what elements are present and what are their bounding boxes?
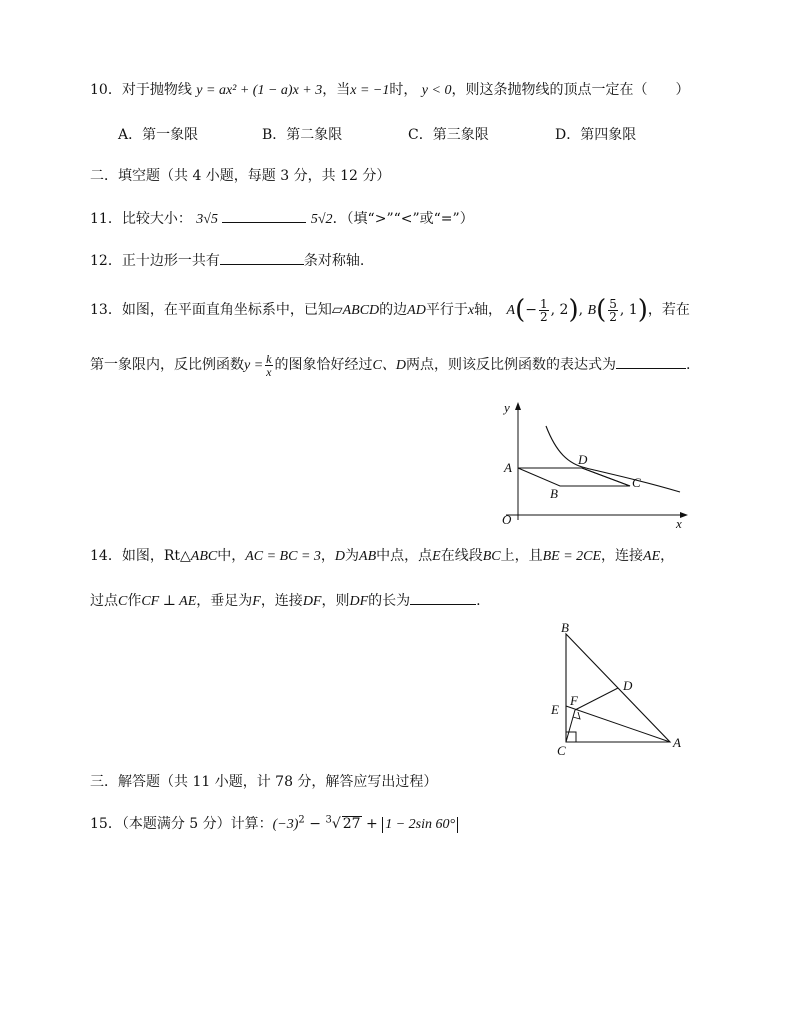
label-f: F — [570, 693, 578, 708]
q10-condition-x: x = −1 — [350, 83, 390, 98]
label-d: D — [578, 452, 588, 467]
q11-text-a: 比较大小： — [121, 211, 192, 227]
q10-text-c: 时， — [389, 82, 418, 98]
q13-shape: ABCD — [342, 303, 380, 318]
q15-expr-base: (−3) — [272, 817, 299, 832]
q14-point-d: D — [334, 549, 346, 564]
segment-df — [575, 688, 618, 710]
label-e: E — [551, 702, 559, 717]
paren-close: ) — [637, 295, 648, 325]
q10-choice-d: D．第四象限 — [555, 127, 637, 143]
label-c: C — [632, 475, 641, 490]
q13-text-b: 的边 — [379, 302, 408, 318]
q14-line2-b: 作 — [127, 593, 142, 609]
q14-seg-df-2: DF — [349, 594, 369, 609]
q14-text-e: 中点，点 — [376, 548, 433, 564]
q12-answer-blank — [220, 250, 304, 265]
q14-text-g: 上，且 — [500, 548, 543, 564]
q15-exponent: 2 — [298, 814, 305, 826]
q13-line-2: 第一象限内，反比例函数y = $\frac{k}{x}$ 的图象恰好经过C、D两点，则该反比例函数的表达式为 . — [90, 351, 691, 379]
q13-number: 13． — [90, 302, 122, 318]
q12-line — [90, 250, 364, 271]
q10-text-b: ，当 — [322, 82, 351, 98]
q14-point-c: C — [118, 594, 128, 609]
q13-line-1: 13．如图，在平面直角坐标系中，已知▱ABCD的边AD平行于x轴， A(− $\frac{1}{2}$ , 2), B( $\frac{5}{2}$ , 1)，若在 — [90, 295, 690, 325]
q13-point-a: A — [506, 303, 516, 318]
q10-text-d: ，则这条抛物线的顶点一定在（ ） — [451, 82, 690, 98]
q13-point-b-y: 1 — [628, 302, 638, 318]
q14-text-f: 在线段 — [440, 548, 483, 564]
q15-number: 15． — [90, 816, 122, 832]
q13-line2-b: 的图象恰好经过 — [274, 357, 373, 373]
q14-line2-d: ，连接 — [260, 593, 303, 609]
q13-line2-a: 第一象限内，反比例函数 — [90, 357, 244, 373]
q11-number: 11． — [90, 211, 122, 227]
q13-point-b-x-fraction — [608, 298, 618, 323]
q11-answer-blank — [222, 208, 306, 223]
fraction-denominator: x — [266, 364, 272, 379]
label-a: A — [673, 735, 681, 750]
q14-point-e: E — [432, 549, 441, 564]
paren-open: ( — [515, 295, 526, 325]
q15-text-a: （本题满分 5 分）计算： — [121, 816, 273, 832]
q15-plus: + — [361, 816, 383, 832]
q14-text-c: ， — [320, 548, 335, 564]
q14-eq1: AC = BC = 3 — [245, 549, 321, 564]
q14-seg-df: DF — [302, 594, 322, 609]
q14-perp: CF ⊥ AE — [141, 594, 197, 609]
q11-line — [90, 208, 474, 230]
y-axis-arrow — [515, 402, 521, 410]
q14-figure — [545, 618, 695, 758]
label-a: A — [504, 460, 512, 475]
segment-cf — [566, 710, 575, 742]
q14-line-2: 过点C作CF ⊥ AE，垂足为F，连接DF，则DF的长为 . — [90, 590, 481, 612]
q14-point-f: F — [252, 594, 261, 609]
q10-choice-a: A．第一象限 — [118, 127, 199, 143]
q15-line: 15．（本题满分 5 分）计算：$(-3)^2 - ^3√$ 27 + 1 − 2sin 60° — [90, 814, 458, 835]
q13-function-fraction — [265, 353, 272, 378]
section-3-heading: 三．解答题（共 11 小题，计 78 分，解答应写出过程） — [90, 774, 438, 790]
segment-ae — [566, 706, 670, 742]
q13-point-a-y: 2 — [559, 302, 569, 318]
q13-point-b: B — [587, 303, 597, 318]
q11-text-b: ．（填“>”“<”或“=”） — [332, 211, 474, 227]
q14-answer-blank — [410, 590, 476, 605]
q15-root-index: 3 — [325, 814, 332, 826]
q10-text-a: 对于抛物线 — [121, 82, 192, 98]
q14-seg-bc: BC — [482, 549, 501, 564]
q14-text-a: 如图，Rt△ — [121, 548, 191, 564]
q14-line2-e: ，则 — [321, 593, 350, 609]
q13-answer-blank — [616, 354, 686, 369]
section-2-heading: 二．填空题（共 4 小题，每题 3 分，共 12 分） — [90, 168, 391, 184]
q15-absolute-value: 1 − 2sin 60° — [382, 817, 458, 833]
q14-line-1 — [90, 546, 674, 567]
label-b: B — [550, 486, 558, 501]
label-d: D — [623, 678, 633, 693]
q13-text-d: 轴， — [474, 302, 503, 318]
q13-figure — [490, 400, 700, 530]
paren-close: ) — [568, 295, 579, 325]
q14-text-b: 中， — [217, 548, 246, 564]
q10-expression: y = ax² + (1 − a)x + 3 — [196, 83, 323, 98]
q10-line — [90, 80, 689, 101]
q14-line2-c: ，垂足为 — [196, 593, 253, 609]
q13-points-cd: C、D — [372, 358, 406, 373]
q14-text-d: 为 — [345, 548, 360, 564]
q13-point-a-x-fraction — [539, 298, 549, 323]
label-c: C — [557, 743, 566, 758]
q14-line2-a: 过点 — [90, 593, 118, 609]
q14-seg-ae: AE — [643, 549, 661, 564]
q14-triangle: ABC — [190, 549, 218, 564]
q14-number: 14． — [90, 548, 122, 564]
q14-seg-ab: AB — [359, 549, 377, 564]
q14-line2-f: 的长为 — [368, 593, 411, 609]
label-o: O — [502, 512, 512, 527]
paren-open: ( — [596, 295, 607, 325]
q14-text-i: ， — [660, 548, 675, 564]
q13-text-a: 如图，在平面直角坐标系中，已知▱ — [121, 302, 343, 318]
label-x: x — [676, 516, 682, 530]
q12-text-a: 正十边形一共有 — [121, 253, 220, 269]
q12-number: 12． — [90, 253, 122, 269]
label-y: y — [504, 400, 510, 415]
parallelogram-abcd — [518, 468, 630, 486]
fraction-denominator: 2 — [539, 309, 548, 324]
q13-line2-c: 两点，则该反比例函数的表达式为 — [405, 357, 616, 373]
q13-text-e: ，若在 — [647, 302, 690, 318]
q10-condition-y: y < 0 — [421, 83, 452, 98]
q11-right-value: 5√2 — [310, 212, 333, 227]
q10-choice-b: B．第二象限 — [262, 127, 343, 143]
q13-axis: x — [467, 303, 475, 318]
fraction-numerator: 5 — [609, 296, 617, 311]
q14-text-h: ，连接 — [601, 548, 644, 564]
q13-text-c: 平行于 — [425, 302, 468, 318]
q15-root-value: 27 — [342, 816, 361, 832]
q15-minus: − — [304, 816, 326, 832]
fraction-numerator: 1 — [539, 296, 548, 311]
hyperbola-curve — [546, 426, 680, 492]
label-b: B — [561, 620, 569, 635]
fraction-denominator: 2 — [609, 309, 617, 324]
fraction-numerator: k — [266, 351, 272, 366]
q11-left-value: 3√5 — [196, 212, 218, 227]
q10-choice-c: C．第三象限 — [408, 127, 489, 143]
q14-eq2: BE = 2CE — [542, 549, 602, 564]
q12-text-b: 条对称轴. — [303, 253, 365, 269]
q10-number: 10． — [90, 82, 122, 98]
q13-edge: AD — [407, 303, 426, 318]
